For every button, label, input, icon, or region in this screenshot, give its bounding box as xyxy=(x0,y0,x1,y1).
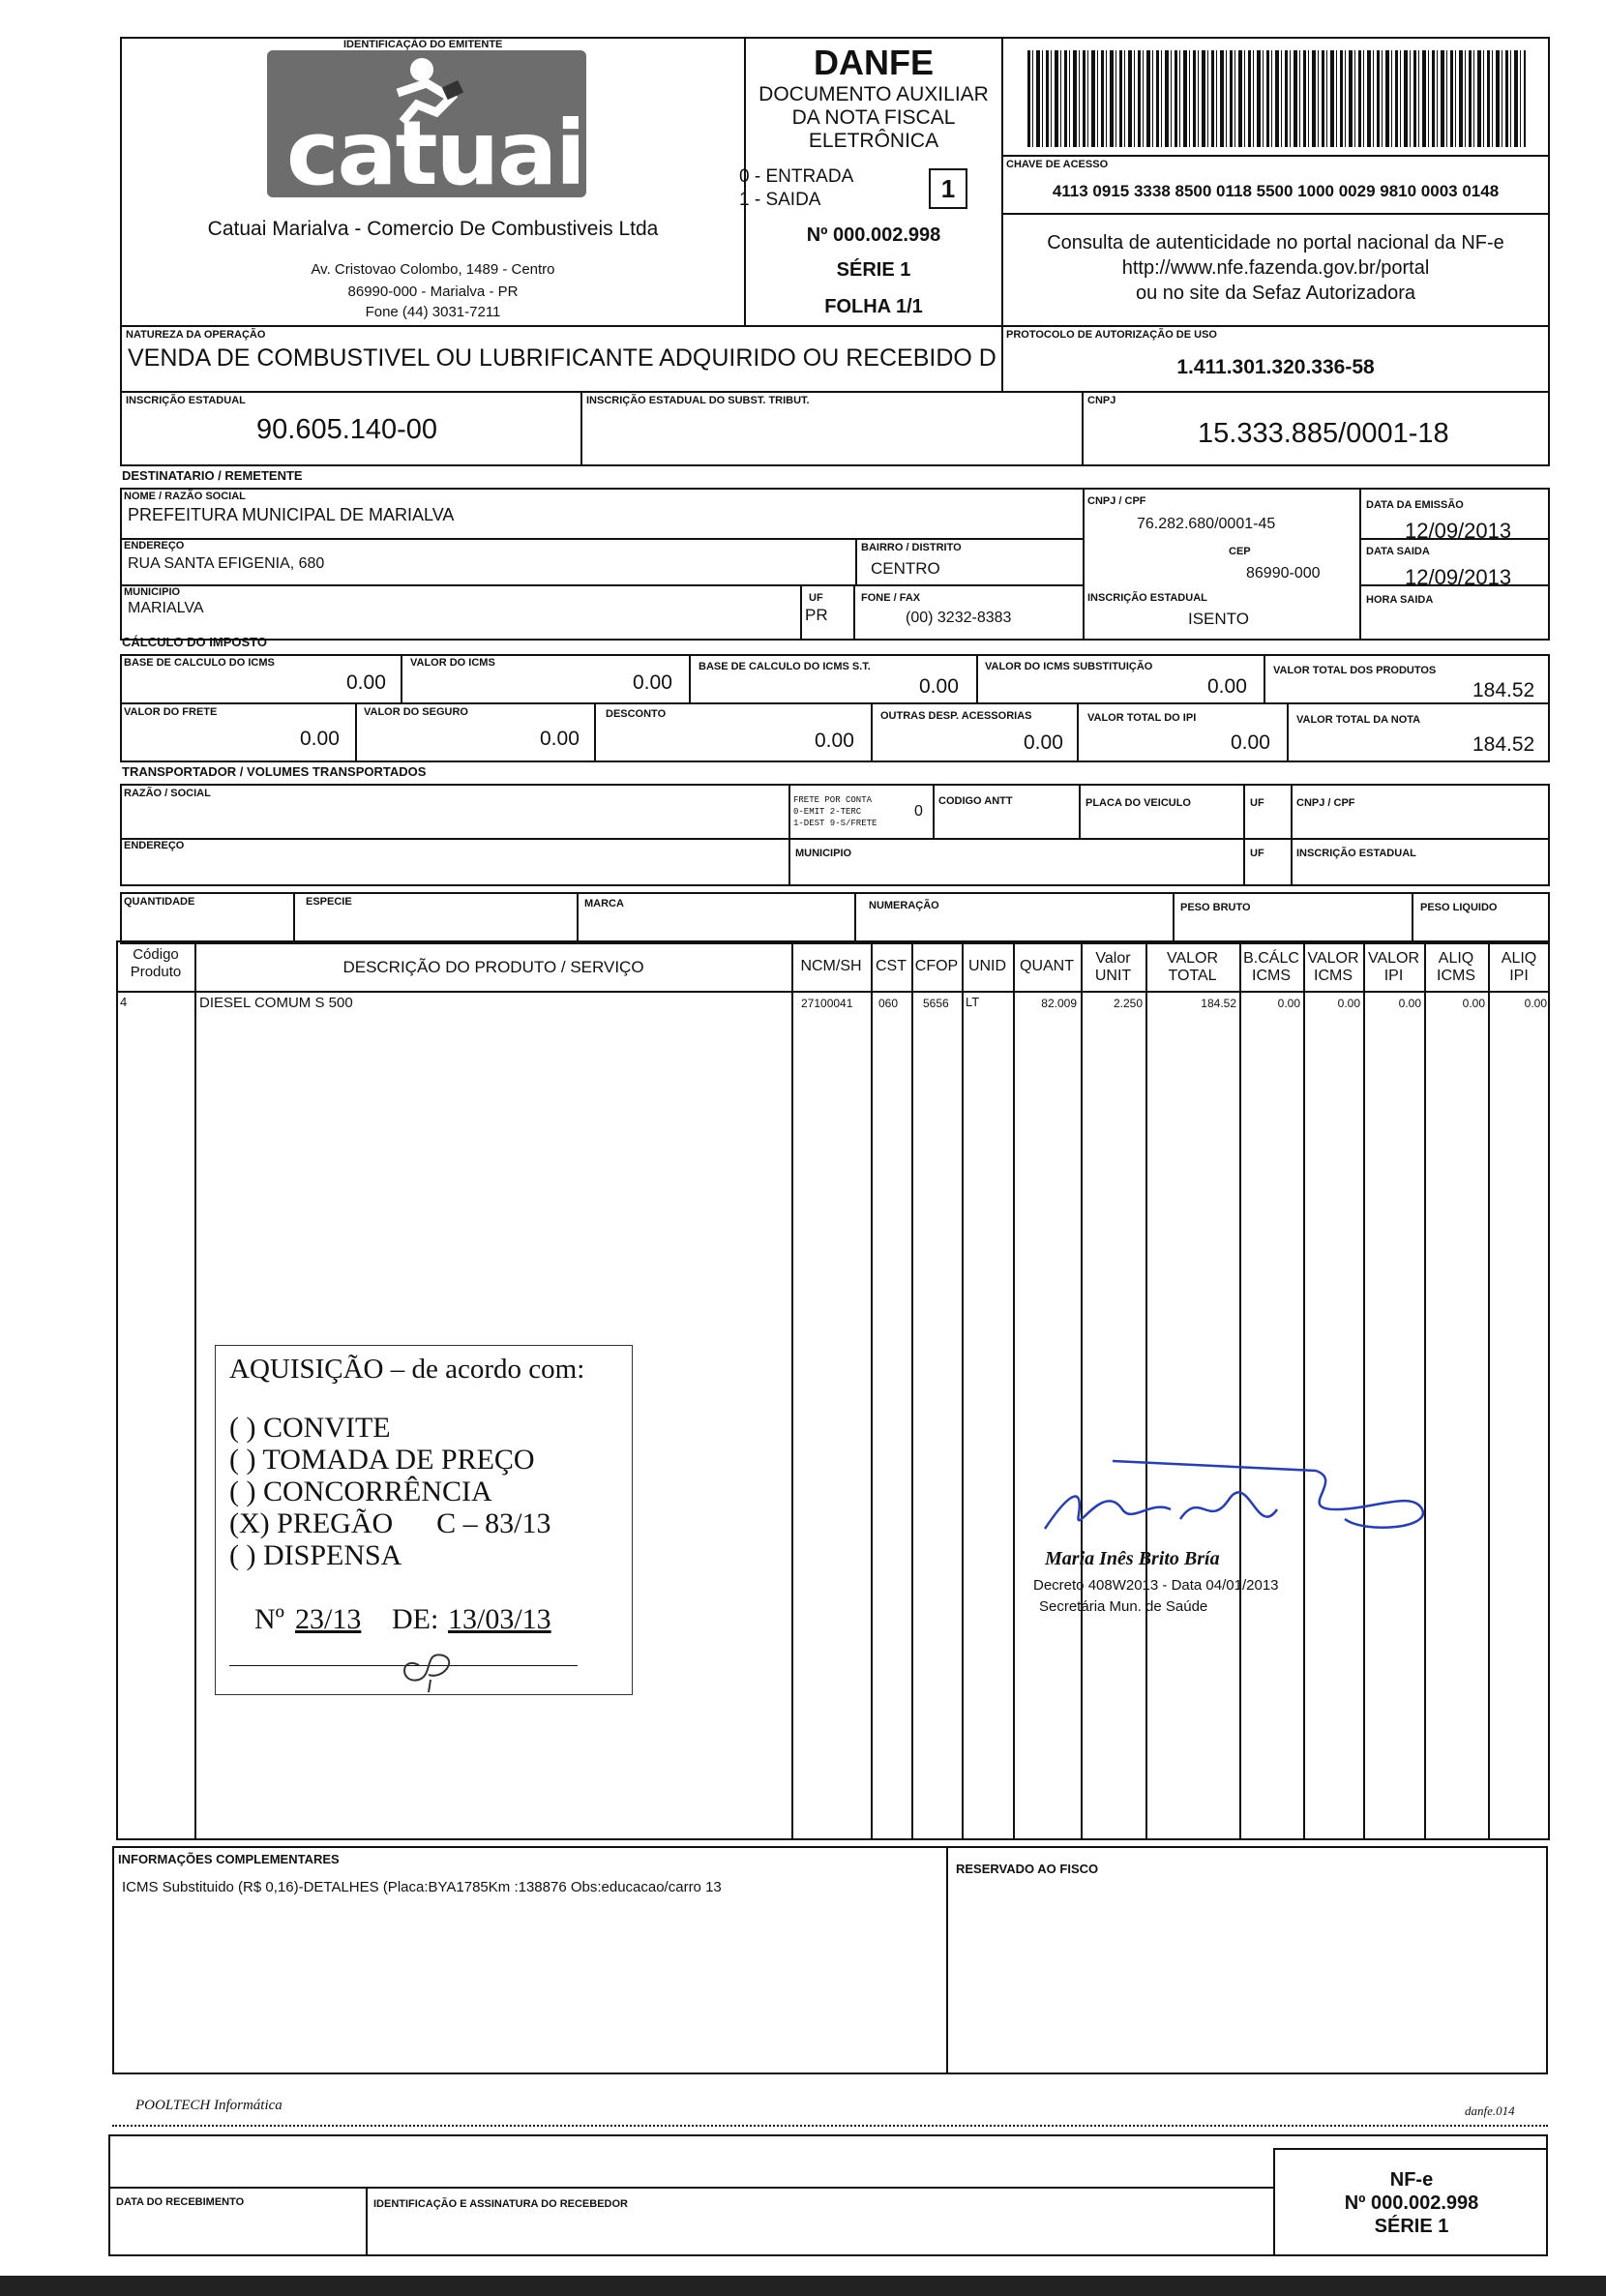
ie-label: INSCRIÇÃO ESTADUAL xyxy=(126,395,246,406)
divider xyxy=(1001,213,1550,215)
item-descricao: DIESEL COMUM S 500 xyxy=(199,995,353,1011)
dest-nome-label: NOME / RAZÃO SOCIAL xyxy=(124,491,246,502)
col-quant: QUANT xyxy=(1020,958,1074,974)
vol-numeracao-label: NUMERAÇÃO xyxy=(869,900,939,911)
col-vicms-1: VALOR xyxy=(1307,950,1359,967)
frete-value: 0.00 xyxy=(300,728,340,750)
divider xyxy=(933,784,935,838)
table-row xyxy=(116,993,1550,1014)
divider xyxy=(1077,702,1079,762)
dest-emissao-label: DATA DA EMISSÃO xyxy=(1366,499,1464,511)
col-codigo-1: Código xyxy=(133,946,179,963)
stamp-numero: 23/13 xyxy=(295,1603,362,1635)
danfe-saida: 1 - SAIDA xyxy=(739,190,821,210)
divider xyxy=(1001,155,1550,157)
danfe-numero: Nº 000.002.998 xyxy=(806,224,941,246)
transp-endereco-label: ENDEREÇO xyxy=(124,840,185,851)
col-vicms-2: ICMS xyxy=(1314,968,1353,984)
vol-peso-liquido-label: PESO LIQUIDO xyxy=(1420,902,1498,913)
col-vtotal-2: TOTAL xyxy=(1168,968,1217,984)
emitente-section-label: IDENTIFICAÇÃO DO EMITENTE xyxy=(343,39,503,50)
col-ncm: NCM/SH xyxy=(800,958,862,974)
dest-hora-label: HORA SAIDA xyxy=(1366,594,1434,606)
divider xyxy=(355,702,357,762)
total-prod-label: VALOR TOTAL DOS PRODUTOS xyxy=(1273,665,1437,676)
dest-saida-label: DATA SAIDA xyxy=(1366,546,1430,557)
transp-razao-label: RAZÃO / SOCIAL xyxy=(124,788,211,799)
transp-frete-line-1: FRETE POR CONTA xyxy=(793,795,873,805)
dest-endereco-label: ENDEREÇO xyxy=(124,540,185,552)
footer-software: POOLTECH Informática xyxy=(135,2098,283,2113)
dest-bairro-value: CENTRO xyxy=(871,559,940,578)
divider xyxy=(1145,940,1147,1840)
divider xyxy=(962,940,964,1840)
base-icms-label: BASE DE CALCULO DO ICMS xyxy=(124,657,275,669)
ipi-value: 0.00 xyxy=(1231,731,1270,754)
stamp-opt-1: ( ) CONVITE xyxy=(229,1412,391,1444)
divider xyxy=(871,702,873,762)
carimbo-line-2: Decreto 408W2013 - Data 04/01/2013 xyxy=(1033,1577,1279,1594)
info-label: INFORMAÇÕES COMPLEMENTARES xyxy=(118,1852,340,1866)
divider xyxy=(1013,940,1015,1840)
frete-label: VALOR DO FRETE xyxy=(124,706,218,718)
divider xyxy=(871,940,873,1840)
divider xyxy=(1243,784,1245,886)
col-aipi-1: ALIQ xyxy=(1501,950,1537,967)
col-cst: CST xyxy=(876,958,907,974)
col-aipi-2: IPI xyxy=(1509,968,1529,984)
total-prod-value: 184.52 xyxy=(1472,679,1535,701)
col-bcalc-2: ICMS xyxy=(1252,968,1291,984)
dest-nome-value: PREFEITURA MUNICIPAL DE MARIALVA xyxy=(128,505,455,524)
vol-quantidade-label: QUANTIDADE xyxy=(124,896,195,908)
stamp-numero-prefix: Nº xyxy=(254,1603,284,1635)
stamp-opt-3: ( ) CONCORRÊNCIA xyxy=(229,1476,492,1507)
divider xyxy=(293,892,295,944)
item-aicms: 0.00 xyxy=(1462,997,1485,1010)
dest-uf-label: UF xyxy=(809,592,823,604)
dest-endereco-value: RUA SANTA EFIGENIA, 680 xyxy=(128,555,325,572)
divider xyxy=(120,538,1085,540)
cnpj-emitente-label: CNPJ xyxy=(1087,395,1116,406)
stamp-opt-5: ( ) DISPENSA xyxy=(229,1539,402,1571)
base-st-label: BASE DE CALCULO DO ICMS S.T. xyxy=(699,661,871,672)
carimbo-line-1: Maria Inês Brito Bría xyxy=(1045,1548,1220,1569)
divider xyxy=(1291,784,1293,886)
transportador-section-label: TRANSPORTADOR / VOLUMES TRANSPORTADOS xyxy=(122,764,427,779)
dest-emissao-value: 12/09/2013 xyxy=(1405,519,1512,543)
item-bcalc: 0.00 xyxy=(1277,997,1300,1010)
transp-cnpj-label: CNPJ / CPF xyxy=(1296,797,1355,809)
divider xyxy=(1412,892,1413,944)
natureza-label: NATUREZA DA OPERAÇÃO xyxy=(126,329,266,341)
canhoto-ident-label: IDENTIFICAÇÃO E ASSINATURA DO RECEBEDOR xyxy=(373,2198,628,2210)
divider xyxy=(689,654,691,704)
divider xyxy=(854,892,856,944)
transp-antt-label: CODIGO ANTT xyxy=(938,795,1013,807)
total-nota-value: 184.52 xyxy=(1472,733,1535,756)
valor-st-value: 0.00 xyxy=(1207,675,1247,698)
barcode-graphic xyxy=(1027,50,1526,147)
divider xyxy=(366,2187,368,2256)
divider xyxy=(853,584,855,641)
divider xyxy=(120,702,1550,704)
dest-ie-value: ISENTO xyxy=(1188,610,1249,628)
dest-fone-value: (00) 3232-8383 xyxy=(906,610,1012,626)
emitente-address-1: Av. Cristovao Colombo, 1489 - Centro xyxy=(311,261,555,278)
divider xyxy=(577,892,579,944)
item-codigo: 4 xyxy=(120,995,128,1009)
canhoto-data-label: DATA DO RECEBIMENTO xyxy=(116,2196,245,2208)
divider xyxy=(1303,940,1305,1840)
dest-ie-label: INSCRIÇÃO ESTADUAL xyxy=(1087,592,1207,604)
stamp-opt-2: ( ) TOMADA DE PREÇO xyxy=(229,1444,535,1476)
desconto-value: 0.00 xyxy=(815,730,854,752)
divider xyxy=(1173,892,1175,944)
divider xyxy=(1363,940,1365,1840)
divider xyxy=(1488,940,1490,1840)
dest-bairro-label: BAIRRO / DISTRITO xyxy=(861,542,962,553)
divider xyxy=(1287,702,1289,762)
vol-peso-bruto-label: PESO BRUTO xyxy=(1180,902,1251,913)
chave-value: 4113 0915 3338 8500 0118 5500 1000 0029 9810 0003 0148 xyxy=(1052,182,1500,200)
emitente-name: Catuai Marialva - Comercio De Combustiveis Ltda xyxy=(207,218,659,240)
danfe-subtitle-2: DA NOTA FISCAL xyxy=(791,106,956,129)
base-st-value: 0.00 xyxy=(919,675,959,698)
transp-frete-line-3: 1-DEST 9-S/FRETE xyxy=(793,819,877,828)
divider xyxy=(1239,940,1241,1840)
col-cfop: CFOP xyxy=(914,958,959,974)
danfe-tipo-box: 1 xyxy=(929,168,967,209)
col-aicms-1: ALIQ xyxy=(1438,950,1474,967)
imposto-section-label: CÁLCULO DO IMPOSTO xyxy=(122,635,267,649)
ipi-label: VALOR TOTAL DO IPI xyxy=(1087,712,1197,724)
footer-ref: danfe.014 xyxy=(1465,2103,1515,2118)
col-aicms-2: ICMS xyxy=(1437,968,1475,984)
valor-st-label: VALOR DO ICMS SUBSTITUIÇÃO xyxy=(985,661,1153,672)
fisco-label: RESERVADO AO FISCO xyxy=(956,1862,1099,1876)
carimbo-line-3: Secretária Mun. de Saúde xyxy=(1039,1598,1208,1615)
col-descricao: DESCRIÇÃO DO PRODUTO / SERVIÇO xyxy=(342,958,644,976)
col-vipi-1: VALOR xyxy=(1367,950,1420,967)
transp-placa-label: PLACA DO VEICULO xyxy=(1086,797,1191,809)
natureza-value: VENDA DE COMBUSTIVEL OU LUBRIFICANTE ADQUIRIDO OU RECEBIDO D xyxy=(128,344,996,372)
transp-municipio-label: MUNICIPIO xyxy=(795,848,852,859)
dest-municipio-value: MARIALVA xyxy=(128,600,204,616)
transp-ie-label: INSCRIÇÃO ESTADUAL xyxy=(1296,848,1416,859)
item-vunit: 2.250 xyxy=(1113,997,1143,1010)
transp-frete-line-2: 0-EMIT 2-TERC xyxy=(793,807,862,817)
divider xyxy=(108,2187,1275,2189)
stamp-opt-4: (X) PREGÃO C – 83/13 xyxy=(229,1507,551,1539)
divider xyxy=(1424,940,1426,1840)
divider xyxy=(791,940,793,1840)
dest-cep-label: CEP xyxy=(1229,546,1251,557)
transp-uf2-label: UF xyxy=(1250,848,1264,859)
dest-uf-value: PR xyxy=(805,606,828,624)
transp-uf-label: UF xyxy=(1250,797,1264,809)
danfe-folha: FOLHA 1/1 xyxy=(824,296,923,317)
transp-frete-value: 0 xyxy=(914,803,923,820)
info-text: ICMS Substituido (R$ 0,16)-DETALHES (Placa:BYA1785Km :138876 Obs:educacao/carro 13 xyxy=(122,1879,722,1895)
scan-edge xyxy=(0,2276,1606,2296)
divider xyxy=(1359,488,1361,641)
divider xyxy=(788,784,790,886)
stamp-data: 13/03/13 xyxy=(448,1603,551,1635)
vol-marca-label: MARCA xyxy=(584,898,624,909)
initials-signature-icon xyxy=(390,1636,467,1694)
danfe-subtitle-3: ELETRÔNICA xyxy=(808,130,939,152)
dest-cnpj-value: 76.282.680/0001-45 xyxy=(1137,516,1276,532)
canhoto-numero: Nº 000.002.998 xyxy=(1344,2192,1479,2214)
ie-subst-label: INSCRIÇÃO ESTADUAL DO SUBST. TRIBUT. xyxy=(586,395,810,406)
item-aipi: 0.00 xyxy=(1524,997,1547,1010)
seguro-label: VALOR DO SEGURO xyxy=(364,706,468,718)
divider xyxy=(1083,488,1085,641)
col-vunit-2: UNIT xyxy=(1094,968,1132,984)
item-quant: 82.009 xyxy=(1041,997,1077,1010)
cnpj-emitente-value: 15.333.885/0001-18 xyxy=(1198,418,1449,449)
valor-icms-label: VALOR DO ICMS xyxy=(410,657,495,669)
protocolo-value: 1.411.301.320.336-58 xyxy=(1176,356,1375,378)
valor-icms-value: 0.00 xyxy=(633,671,672,694)
consulta-line-3: ou no site da Sefaz Autorizadora xyxy=(1135,283,1416,304)
logo-text: catuai xyxy=(286,102,584,205)
danfe-subtitle-1: DOCUMENTO AUXILIAR xyxy=(758,83,989,105)
destinatario-section-label: DESTINATARIO / REMETENTE xyxy=(122,468,303,483)
divider xyxy=(976,654,978,704)
item-ncm: 27100041 xyxy=(801,997,853,1010)
divider xyxy=(594,702,596,762)
col-bcalc-1: B.CÁLC xyxy=(1243,950,1299,967)
dest-fone-label: FONE / FAX xyxy=(861,592,921,604)
outras-label: OUTRAS DESP. ACESSORIAS xyxy=(880,710,1032,722)
ie-value: 90.605.140-00 xyxy=(256,414,438,445)
chave-label: CHAVE DE ACESSO xyxy=(1006,159,1109,170)
base-icms-value: 0.00 xyxy=(346,671,386,694)
fisco-box xyxy=(946,1846,1548,2074)
seguro-value: 0.00 xyxy=(540,728,580,750)
divider xyxy=(1273,2148,1548,2150)
divider xyxy=(1079,784,1081,838)
divider xyxy=(194,940,196,1840)
divider xyxy=(120,584,1085,586)
dest-cep-value: 86990-000 xyxy=(1246,565,1321,581)
aquisicao-stamp xyxy=(215,1345,633,1695)
col-vtotal-1: VALOR xyxy=(1166,950,1219,967)
total-nota-label: VALOR TOTAL DA NOTA xyxy=(1296,714,1421,726)
outras-value: 0.00 xyxy=(1024,731,1063,754)
protocolo-label: PROTOCOLO DE AUTORIZAÇÃO DE USO xyxy=(1006,329,1217,341)
vol-especie-label: ESPECIE xyxy=(306,896,352,908)
canhoto-nfe: NF-e xyxy=(1389,2169,1434,2191)
dest-saida-value: 12/09/2013 xyxy=(1405,565,1512,589)
item-cst: 060 xyxy=(878,997,899,1010)
consulta-line-1: Consulta de autenticidade no portal nacional da NF-e xyxy=(1047,232,1504,253)
item-unid: LT xyxy=(966,995,980,1009)
divider xyxy=(855,538,857,586)
emitente-phone: Fone (44) 3031-7211 xyxy=(365,304,501,320)
stamp-de-prefix: DE: xyxy=(392,1603,439,1635)
canhoto-serie: SÉRIE 1 xyxy=(1374,2216,1449,2237)
catuai-logo xyxy=(267,50,586,205)
item-vtotal: 184.52 xyxy=(1201,997,1236,1010)
dest-cnpj-label: CNPJ / CPF xyxy=(1087,495,1146,507)
divider xyxy=(1081,940,1083,1840)
col-vipi-2: IPI xyxy=(1383,968,1404,984)
col-codigo-2: Produto xyxy=(130,964,182,980)
danfe-entrada: 0 - ENTRADA xyxy=(739,166,854,187)
item-vipi: 0.00 xyxy=(1398,997,1421,1010)
divider xyxy=(800,584,802,641)
col-vunit-1: Valor xyxy=(1095,950,1131,967)
divider xyxy=(401,654,402,704)
desconto-label: DESCONTO xyxy=(606,708,667,720)
divider xyxy=(120,838,1550,840)
consulta-line-2: http://www.nfe.fazenda.gov.br/portal xyxy=(1121,257,1430,279)
divider xyxy=(1264,654,1265,704)
danfe-serie: SÉRIE 1 xyxy=(836,259,911,281)
danfe-title: DANFE xyxy=(814,43,934,82)
cut-line xyxy=(112,2125,1548,2127)
item-cfop: 5656 xyxy=(923,997,949,1010)
emitente-address-2: 86990-000 - Marialva - PR xyxy=(347,283,519,300)
col-unid: UNID xyxy=(967,958,1007,974)
divider xyxy=(911,940,913,1840)
dest-municipio-label: MUNICIPIO xyxy=(124,586,181,598)
stamp-title: AQUISIÇÃO – de acordo com: xyxy=(229,1354,585,1385)
item-vicms: 0.00 xyxy=(1337,997,1360,1010)
